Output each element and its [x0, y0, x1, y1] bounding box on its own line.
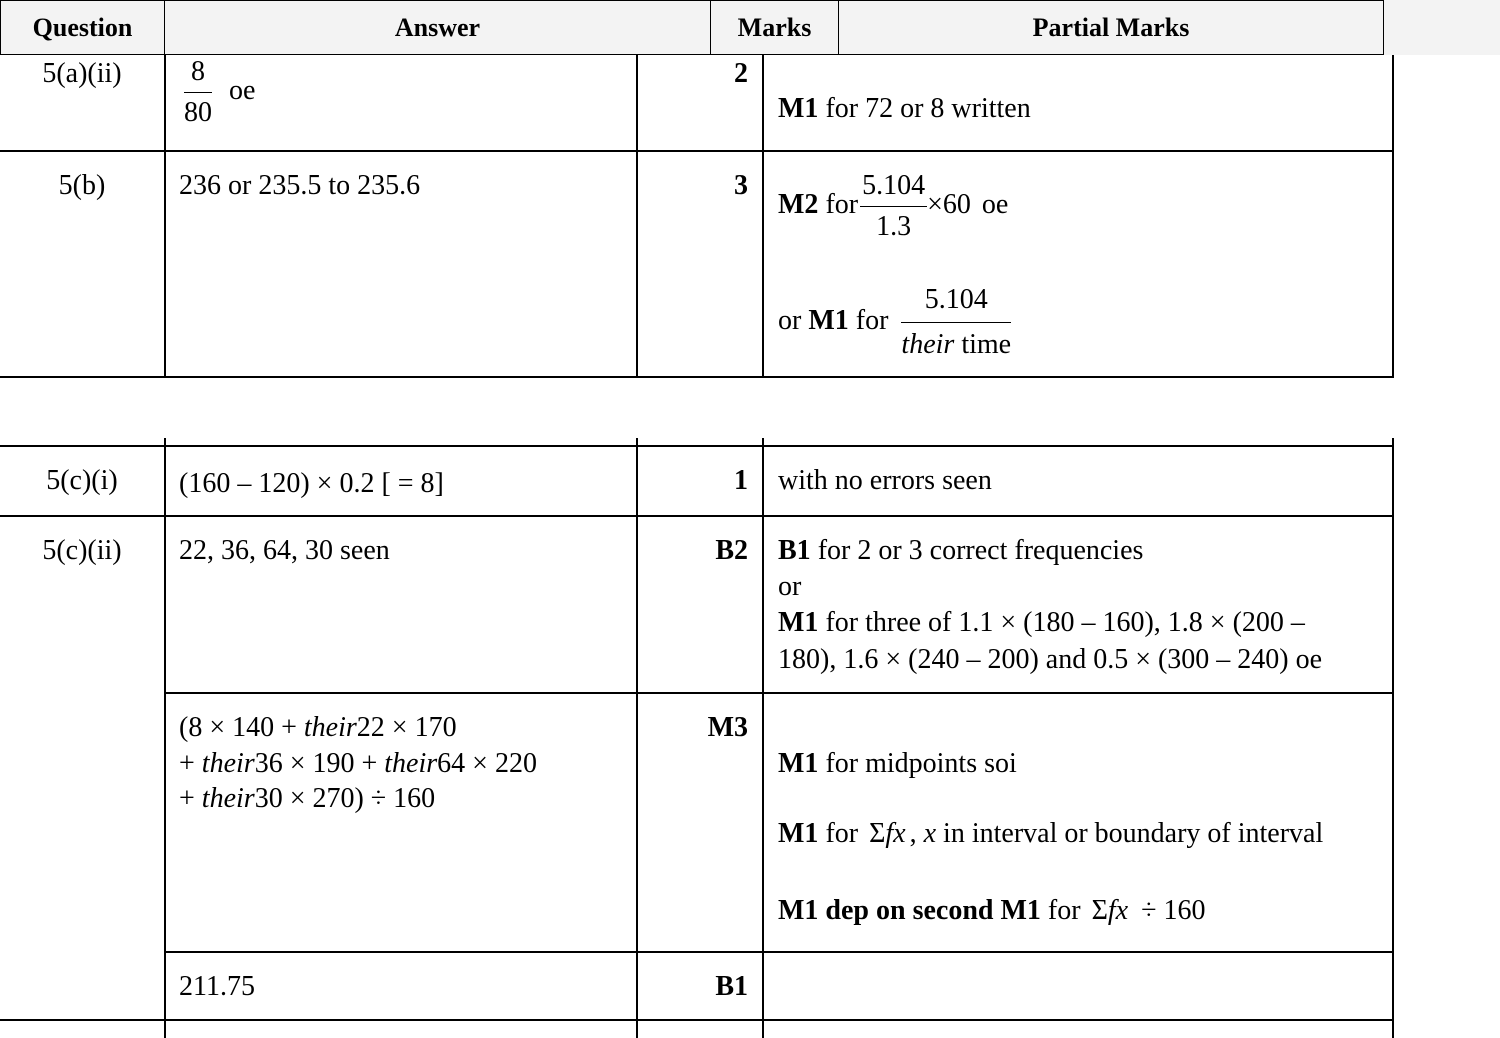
- partial-marks-cell: with no errors seen: [778, 465, 992, 496]
- partial-fraction: $\frac{5.104}{1.3}$: [862, 170, 926, 242]
- row-divider: [164, 692, 1394, 694]
- partial-marks-line: M1 for three of 1.1 × (180 – 160), 1.8 × (200 –: [778, 607, 1305, 638]
- answer-cell: 211.75: [179, 971, 255, 1002]
- row-divider: [0, 150, 1394, 152]
- partial-marks-line: or M1 for $\frac{5.104}{\text{their time}}$: [778, 284, 1012, 360]
- partial-marks-line: M1 dep on second M1 for Σfx ÷ 160: [778, 895, 1206, 926]
- header-partial-marks: Partial Marks: [1032, 12, 1190, 42]
- partial-marks-line: M2 for $\frac{5.104}{1.3}$ ×60 oe: [778, 170, 1009, 242]
- row-divider: [0, 515, 1394, 517]
- header-answer: Answer: [165, 1, 711, 54]
- answer-cell: 22, 36, 64, 30 seen: [179, 535, 390, 566]
- grid-line: [636, 438, 638, 1038]
- marks-cell: B1: [715, 971, 748, 1002]
- partial-marks-line: 180), 1.6 × (240 – 200) and 0.5 × (300 – 240) oe: [778, 644, 1323, 675]
- answer-cell: $\frac{8}{80}$ oe: [184, 56, 256, 128]
- marks-cell: 3: [734, 170, 748, 201]
- row-divider: [0, 1019, 1394, 1021]
- marks-cell: 2: [734, 58, 748, 89]
- partial-marks-line: M1 for Σfx , x in interval or boundary of interval: [778, 818, 1324, 849]
- row-divider: [164, 951, 1394, 953]
- grid-line: [1392, 438, 1394, 1038]
- grid-line: [762, 438, 764, 1038]
- marks-cell: M3: [707, 712, 748, 743]
- marks-cell: B2: [715, 535, 748, 566]
- table-header: [0, 0, 1384, 55]
- grid-line: [164, 438, 166, 1038]
- partial-marks-cell: M1 for 72 or 8 written: [778, 93, 1031, 124]
- partial-marks-line: B1 for 2 or 3 correct frequencies: [778, 535, 1144, 566]
- question-number: 5(c)(i): [46, 465, 118, 496]
- answer-fraction: $\frac{8}{80}$: [184, 56, 212, 128]
- marks-cell: 1: [734, 465, 748, 496]
- question-number: 5(b): [58, 170, 106, 201]
- partial-marks-line: or: [778, 571, 802, 602]
- partial-marks-line: M1 for midpoints soi: [778, 748, 1017, 779]
- question-number: 5(c)(ii): [42, 535, 122, 566]
- answer-line: + their36 × 190 + their64 × 220: [179, 748, 537, 779]
- grid-line: [636, 55, 638, 378]
- answer-line: + their30 × 270) ÷ 160: [179, 783, 436, 814]
- row-divider: [0, 445, 1394, 447]
- answer-line: (8 × 140 + their22 × 170: [179, 712, 457, 743]
- header-marks: Marks: [711, 1, 839, 54]
- answer-cell: 236 or 235.5 to 235.6: [179, 170, 421, 201]
- grid-line: [762, 55, 764, 378]
- grid-line: [164, 55, 166, 378]
- row-divider: [0, 376, 1394, 378]
- question-number: 5(a)(ii): [42, 58, 122, 89]
- answer-cell: (160 – 120) × 0.2 [ = 8]: [179, 468, 444, 499]
- grid-line: [1392, 55, 1394, 378]
- partial-fraction: $\frac{5.104}{\text{their time}}$: [901, 284, 1012, 360]
- header-question: Question: [1, 1, 165, 54]
- header-filler: [1384, 0, 1500, 55]
